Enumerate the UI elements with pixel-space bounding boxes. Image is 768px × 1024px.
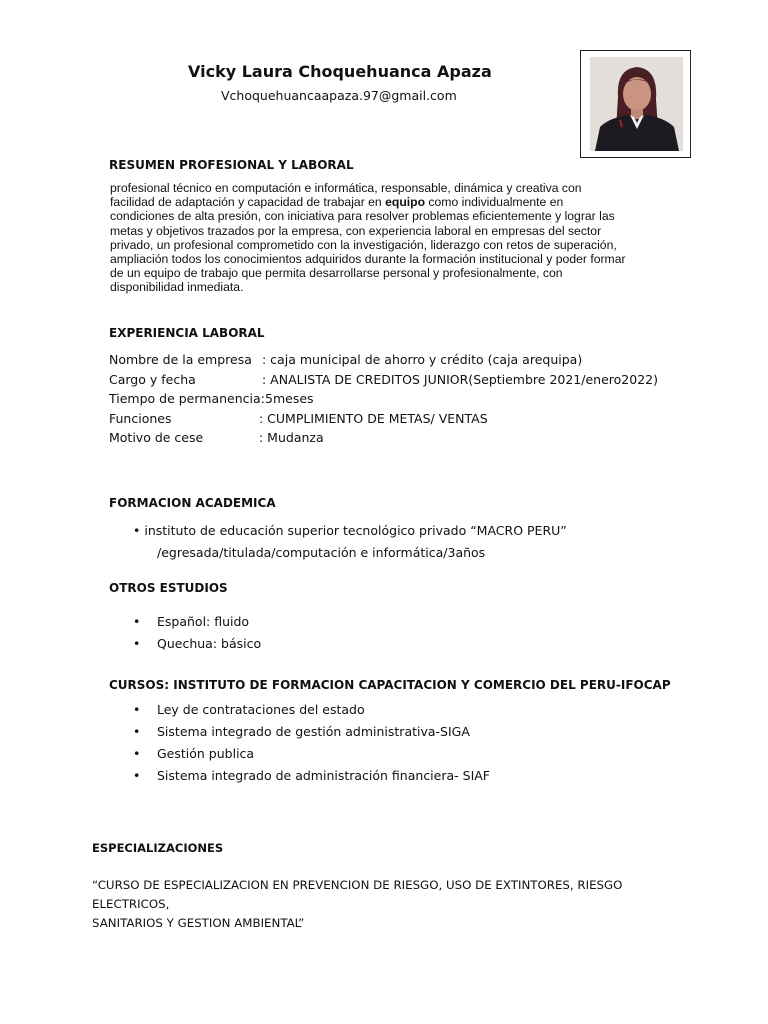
summary-line: ampliación todos los conocimientos adquiridos durante la formación institucional y poder formar [110,252,626,267]
experience-value: : ANALISTA DE CREDITOS JUNIOR(Septiembre 2021/enero2022) [262,371,658,387]
summary-heading: RESUMEN PROFESIONAL Y LABORAL [109,158,354,172]
specializations-heading: ESPECIALIZACIONES [92,841,224,855]
list-item: • Gestión publica [133,746,490,768]
specialization-line: “CURSO DE ESPECIALIZACION EN PREVENCION DE RIESGO, USO DE EXTINTORES, RIESGO ELECTRICOS, [92,878,623,911]
experience-value: 5meses [265,391,314,406]
other-studies-list [133,614,261,658]
list-item: • Quechua: básico [133,636,261,658]
summary-line: profesional técnico en computación e informática, responsable, dinámica y creativa con [110,181,582,195]
summary-line: facilidad de adaptación y capacidad de trabajar en equipo como individualmente en [110,195,564,210]
candidate-name: Vicky Laura Choquehuanca Apaza [188,62,492,81]
experience-label: Tiempo de permanencia: [109,391,265,406]
portrait-image [590,57,683,151]
experience-value: : caja municipal de ahorro y crédito (caja arequipa) [262,352,583,367]
education-heading: FORMACION ACADEMICA [109,496,276,510]
summary-line: de un equipo de trabajo que permita desarrollarse personal y profesionalmente, con [110,266,563,281]
summary-paragraph [110,181,670,295]
courses-list [133,702,490,790]
education-item: • instituto de educación superior tecnológico privado “MACRO PERU” [133,523,567,538]
list-item: • Ley de contrataciones del estado [133,702,490,724]
list-item: • Sistema integrado de gestión administrativa-SIGA [133,724,490,746]
experience-value: : Mudanza [259,430,324,445]
summary-line: privado, un profesional comprometido con la investigación, liderazgo con retos de superación, [110,237,617,252]
list-item: • Español: fluido [133,614,261,636]
experience-label: Funciones [109,410,172,426]
education-item-continued: /egresada/titulada/computación e informática/3años [157,545,486,560]
specialization-line: SANITARIOS Y GESTION AMBIENTAL” [92,916,305,930]
experience-label: Nombre de la empresa [109,352,252,367]
profile-photo [580,50,691,158]
experience-value: : CUMPLIMIENTO DE METAS/ VENTAS [259,410,488,426]
summary-line: disponibilidad inmediata. [110,280,244,295]
summary-line: metas y objetivos trazados por la empresa, con experiencia laboral en empresas del sector [110,223,602,238]
list-item: • Sistema integrado de administración financiera- SIAF [133,768,490,790]
courses-heading: CURSOS: INSTITUTO DE FORMACION CAPACITACION Y COMERCIO DEL PERU-IFOCAP [109,678,671,692]
summary-bold-word: equipo [385,195,426,210]
experience-label: Motivo de cese [109,430,204,445]
experience-label: Cargo y fecha [109,371,196,387]
specializations-text [92,876,702,933]
other-studies-heading: OTROS ESTUDIOS [109,581,228,595]
experience-heading: EXPERIENCIA LABORAL [109,326,265,340]
summary-line: condiciones de alta presión, con iniciativa para resolver problemas eficientemente y lograr las [110,209,615,224]
candidate-email: Vchoquehuancaapaza.97@gmail.com [221,88,457,103]
